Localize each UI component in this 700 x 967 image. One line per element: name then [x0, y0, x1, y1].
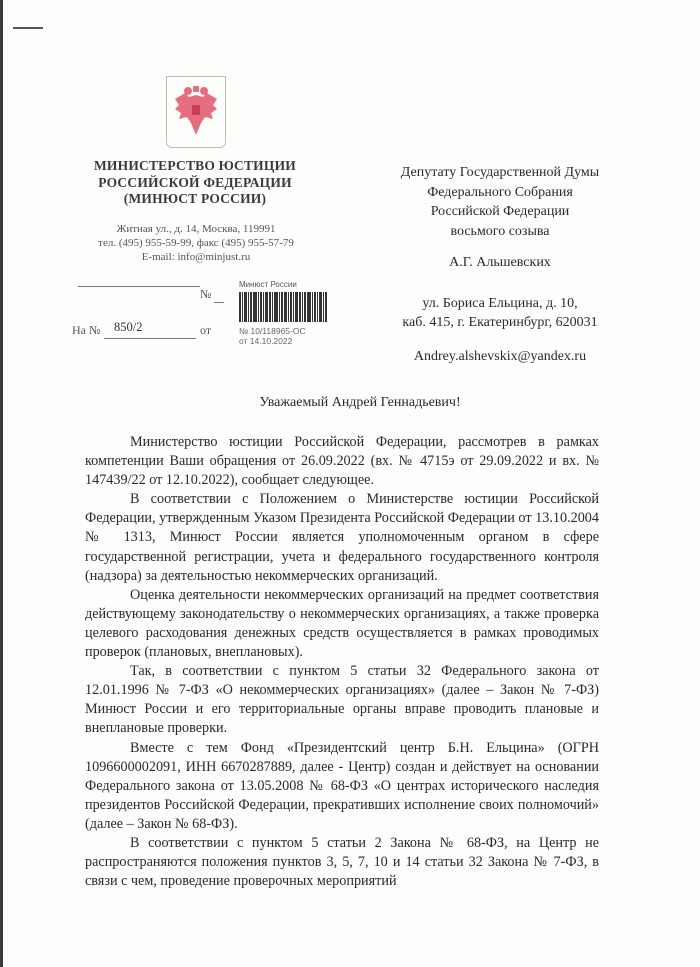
paragraph: Министерство юстиции Российской Федерации, рассмотрев в рамках компетенции Ваши обращения от 26.09.2022 (вх. № 4715э от 29.09.2022 и вх. № 147439/22 от 12.10.2022), сообщает следующее.: [85, 434, 599, 489]
addressee-address: [350, 294, 650, 332]
emblem-frame: [166, 76, 226, 148]
stamp-title: Минюст России: [239, 280, 297, 289]
stamp-number: № 10/118965-ОС: [239, 326, 306, 336]
corner-mark: [13, 27, 43, 29]
paragraph: Вместе с тем Фонд «Президентский центр Б.Н. Ельцина» (ОГРН 1096600002091, ИНН 6670287889, далее - Центр) создан и действует на основании Федерального закона от 13.05.2008 № 68-ФЗ «О центрах исторического наследия президентов Российской Федерации, прекративших исполнение своих полномочий» (далее – Закон № 68-ФЗ).: [85, 739, 599, 832]
org-name-line: МИНИСТЕРСТВО ЮСТИЦИИ: [93, 158, 296, 173]
reg-date-line: [78, 286, 200, 287]
coat-of-arms-icon: [173, 83, 219, 139]
reply-to-label: На №: [72, 323, 101, 337]
paragraph: Оценка деятельности некоммерческих организаций на предмет соответствия действующему законодательству о некоммерческих организациях, а также проверка целевого расходования денежных средств осуществляется в рамках проводимых проверок (плановых, внеплановых).: [85, 586, 599, 661]
org-name-line: (МИНЮСТ РОССИИ): [123, 191, 267, 206]
registration-stamp: [236, 278, 338, 360]
addressee-line: Федерального Собрания: [427, 184, 573, 200]
addressee-line: восьмого созыва: [450, 223, 550, 239]
letter-body: [85, 433, 599, 891]
barcode: [239, 292, 334, 322]
addressee-email: Andrey.alshevskix@yandex.ru: [413, 349, 587, 364]
salutation: Уважаемый Андрей Геннадьевич!: [259, 395, 461, 410]
org-contacts: [72, 222, 320, 264]
paragraph: В соответствии с пунктом 5 статьи 2 Закона № 68-ФЗ, на Центр не распространяются положения пунктов 3, 5, 7, 10 и 14 статьи 32 Закона № 7-ФЗ, в связи с чем, проведение проверочных мероприятий: [85, 834, 599, 890]
org-email: E-mail: info@minjust.ru: [141, 251, 251, 263]
addressee-line: Российской Федерации: [430, 204, 570, 219]
reply-date-label: от: [200, 323, 212, 337]
page-edge-shadow: [0, 0, 3, 967]
reply-to-value: 850/2: [114, 320, 143, 334]
org-address: Житная ул., д. 14, Москва, 119991: [116, 223, 276, 235]
addressee-line: Депутату Государственной Думы: [400, 165, 600, 180]
addressee-city: каб. 415, г. Екатеринбург, 620031: [402, 315, 598, 330]
reply-to-line: [104, 338, 196, 339]
stamp-number-block: [239, 326, 306, 346]
org-name: [80, 158, 310, 208]
reg-number-line: [214, 302, 224, 303]
org-name-line: РОССИЙСКОЙ ФЕДЕРАЦИИ: [98, 174, 292, 190]
org-phone: тел. (495) 955-59-99, факс (495) 955-57-79: [98, 237, 294, 249]
addressee-street: ул. Бориса Ельцина, д. 10,: [422, 296, 578, 311]
stamp-date: от 14.10.2022: [239, 336, 293, 346]
addressee-name: А.Г. Альшевских: [449, 255, 551, 270]
reg-number-label: №: [200, 287, 212, 301]
addressee-title: [350, 163, 650, 241]
paragraph: В соответствии с Положением о Министерстве юстиции Российской Федерации, утвержденным Указом Президента Российской Федерации от 13.10.2004 № 1313, Минюст России является уполномоченным органом в сфере государственной регистрации, учета и федерального государственного контроля (надзора) за деятельностью некоммерческих организаций.: [85, 491, 599, 584]
paragraph: Так, в соответствии с пунктом 5 статьи 32 Федерального закона от 12.01.1996 № 7-ФЗ «О некоммерческих организациях» (далее – Закон № 7-ФЗ) Минюст России и его территориальные органы вправе проводить плановые и внеплановые проверки.: [85, 663, 599, 737]
